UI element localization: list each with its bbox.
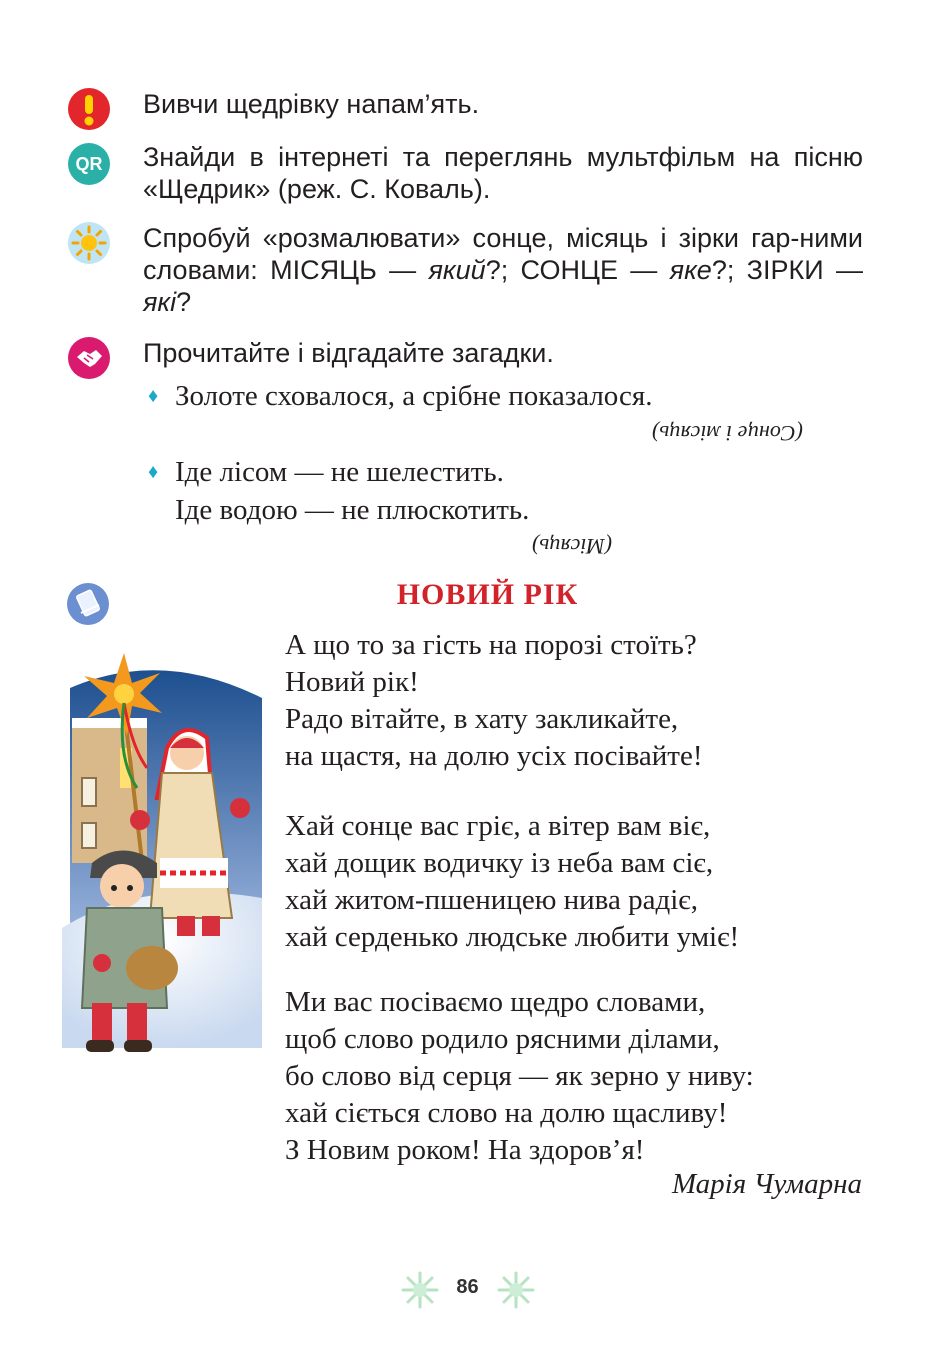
poem-line: З Новим роком! На здоров’я! xyxy=(285,1134,645,1166)
poem-line: Хай сонце вас гріє, а вітер вам віє, xyxy=(285,810,711,842)
poem-stanza-1 xyxy=(285,627,703,775)
poem-line: щоб слово родило рясними ділами, xyxy=(285,1023,720,1055)
page-number: 86 xyxy=(456,1276,479,1298)
sun-icon xyxy=(68,222,110,264)
poem-line: Новий рік! xyxy=(285,666,419,698)
poem-line: на щастя, на долю усіх посівайте! xyxy=(285,740,703,772)
poem-stanza-3 xyxy=(285,984,754,1169)
task-text-emphasis: який xyxy=(428,255,486,285)
poem-line: хай дощик водичку із неба вам сіє, xyxy=(285,847,714,879)
riddle-line: Іде водою — не плюскотить. xyxy=(175,494,530,526)
task-text xyxy=(143,222,863,318)
task-describe-words xyxy=(68,222,863,318)
poem-line: Ми вас посіваємо щедро словами, xyxy=(285,986,706,1018)
task-text-part: ?; СОНЦЕ — xyxy=(485,255,670,285)
riddle-line: Іде лісом — не шелестить. xyxy=(175,456,504,488)
poem-line: хай сіється слово на долю щасливу! xyxy=(285,1097,728,1129)
diamond-bullet-icon: ♦ xyxy=(148,461,159,483)
riddle-1 xyxy=(148,377,652,415)
task-riddles xyxy=(68,337,863,369)
riddle-2 xyxy=(148,453,529,529)
task-text: Знайди в інтернеті та переглянь мультфільм на пісню «Щедрик» (реж. С. Коваль). xyxy=(143,142,863,204)
diamond-bullet-icon: ♦ xyxy=(148,385,159,407)
qr-icon xyxy=(68,143,110,185)
qr-icon-label: QR xyxy=(75,154,103,174)
carolers-illustration xyxy=(62,648,272,1060)
riddle-answer: (Сонце і місяць) xyxy=(652,421,803,446)
task-learn-song xyxy=(68,88,863,120)
poem-line: хай серденько людське любити уміє! xyxy=(285,921,740,953)
poem-line: Радо вітайте, в хату закликайте, xyxy=(285,703,679,735)
task-text-part: ? xyxy=(176,287,192,317)
poem-stanza-2 xyxy=(285,808,739,956)
snowflake-icon xyxy=(496,1270,536,1310)
poem-line: хай житом-пшеницею нива радіє, xyxy=(285,884,698,916)
task-text-part: ?; ЗІРКИ — xyxy=(711,255,863,285)
poem-line: А що то за гість на порозі стоїть? xyxy=(285,629,697,661)
poem-line: бо слово від серця — як зерно у ниву: xyxy=(285,1060,754,1092)
riddle-answer: (Місяць) xyxy=(532,534,613,559)
poem-author: Марія Чумарна xyxy=(671,1168,862,1200)
task-text-part: Спробуй «розмалювати» сонце, місяць і зірки гар-ними словами: МІСЯЦЬ — xyxy=(143,223,863,285)
task-text: Вивчи щедрівку напам’ять. xyxy=(143,89,480,119)
task-text-emphasis: які xyxy=(143,287,177,317)
exclamation-icon xyxy=(68,88,110,130)
riddle-line: Золоте сховалося, а срібне показалося. xyxy=(175,380,653,412)
handshake-icon xyxy=(68,337,110,379)
task-text: Прочитайте і відгадайте загадки. xyxy=(143,338,554,368)
task-watch-cartoon xyxy=(68,141,863,205)
poem-title: НОВИЙ РІК xyxy=(396,578,579,611)
task-text-emphasis: яке xyxy=(669,255,712,285)
